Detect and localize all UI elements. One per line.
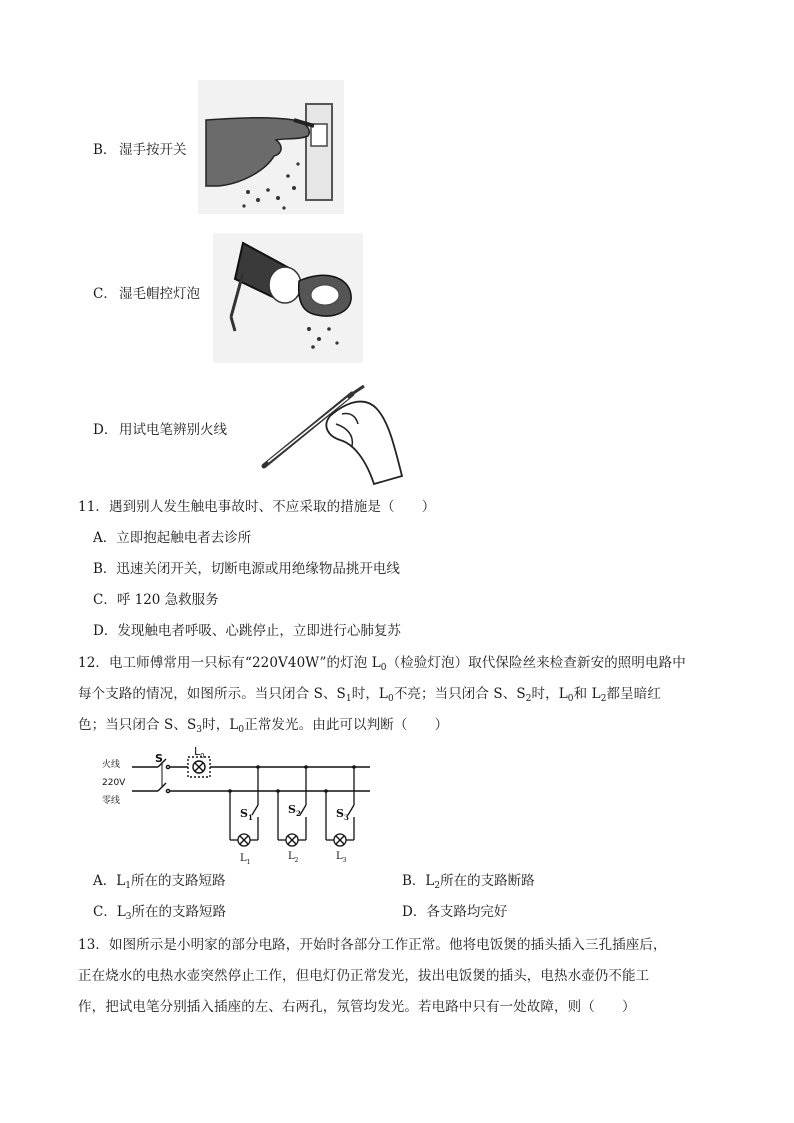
q12-option-a: A．$L_1$所在的支路短路 bbox=[93, 873, 226, 891]
option-c-letter: C． bbox=[93, 286, 117, 302]
q11-stem: 11．遇到别人发生触电事故时、不应采取的措施是（ ） bbox=[78, 499, 436, 515]
q13-line-3: 作，把试电笔分别插入插座的左、右两孔，氖管均发光。若电路中只有一处故障，则（ ） bbox=[78, 999, 636, 1015]
option-d-letter: D． bbox=[93, 422, 118, 438]
lamp-l1-label: $L_1$ bbox=[240, 853, 251, 865]
option-c-text: 湿毛帽控灯泡 bbox=[119, 286, 200, 302]
switch-s3-label: $S_3$ bbox=[336, 807, 349, 822]
neutral-line-label: 零线 bbox=[102, 796, 121, 806]
wet-hand-pressing-switch-icon bbox=[198, 80, 344, 214]
q11-option-c: C．呼 120 急救服务 bbox=[93, 592, 219, 608]
wet-hand-touching-lamp-bulb-icon bbox=[213, 233, 363, 363]
lamp-l2-label: $L_2$ bbox=[288, 851, 299, 864]
option-b-letter: B． bbox=[93, 142, 117, 158]
q12-circuit-diagram bbox=[100, 745, 390, 865]
switch-s2-label: $S_2$ bbox=[288, 803, 301, 818]
option-b-text: 湿手按开关 bbox=[119, 142, 187, 158]
switch-s1-label: $S_1$ bbox=[240, 807, 253, 822]
lamp-l3-label: $L_3$ bbox=[336, 851, 347, 864]
q12-line-2: 每个支路的情况，如图所示。当只闭合 S、$S_1$时，$L_0$不亮；当只闭合 S、$S_2$时，$L_0$和 $L_2$都呈暗红 bbox=[78, 686, 661, 704]
q12-line-3: 色；当只闭合 S、$S_3$时，$L_0$正常发光。由此可以判断（ ） bbox=[78, 717, 449, 735]
q13-line-1: 13．如图所示是小明家的部分电路，开始时各部分工作正常。他将电饭煲的插头插入三孔插座后， bbox=[78, 937, 667, 953]
q13-line-2: 正在烧水的电热水壶突然停止工作，但电灯仍正常发光，拔出电饭煲的插头，电热水壶仍不能工 bbox=[78, 968, 650, 984]
q12-line-1: 12．电工师傅常用一只标有“220V40W”的灯泡 $L_0$（检验灯泡）取代保险丝来检查新安的照明电路中 bbox=[78, 655, 686, 673]
q11-option-a: A．立即抱起触电者去诊所 bbox=[93, 530, 252, 546]
q11-option-d: D．发现触电者呼吸、心跳停止，立即进行心肺复苏 bbox=[93, 623, 401, 639]
voltage-label: 220V bbox=[102, 778, 126, 788]
fire-line-label: 火线 bbox=[102, 760, 121, 770]
q12-option-b: B．$L_2$所在的支路断路 bbox=[402, 873, 535, 891]
q11-option-b: B．迅速关闭开关，切断电源或用绝缘物品挑开电线 bbox=[93, 561, 400, 577]
option-d-text: 用试电笔辨别火线 bbox=[119, 422, 227, 438]
q12-option-c: C．$L_3$所在的支路短路 bbox=[93, 904, 227, 922]
l0-label: $L_0$ bbox=[194, 745, 205, 760]
main-switch-label: S bbox=[155, 752, 163, 765]
hand-holding-test-pencil-icon bbox=[256, 380, 406, 490]
q12-option-d: D．各支路均完好 bbox=[402, 904, 508, 920]
